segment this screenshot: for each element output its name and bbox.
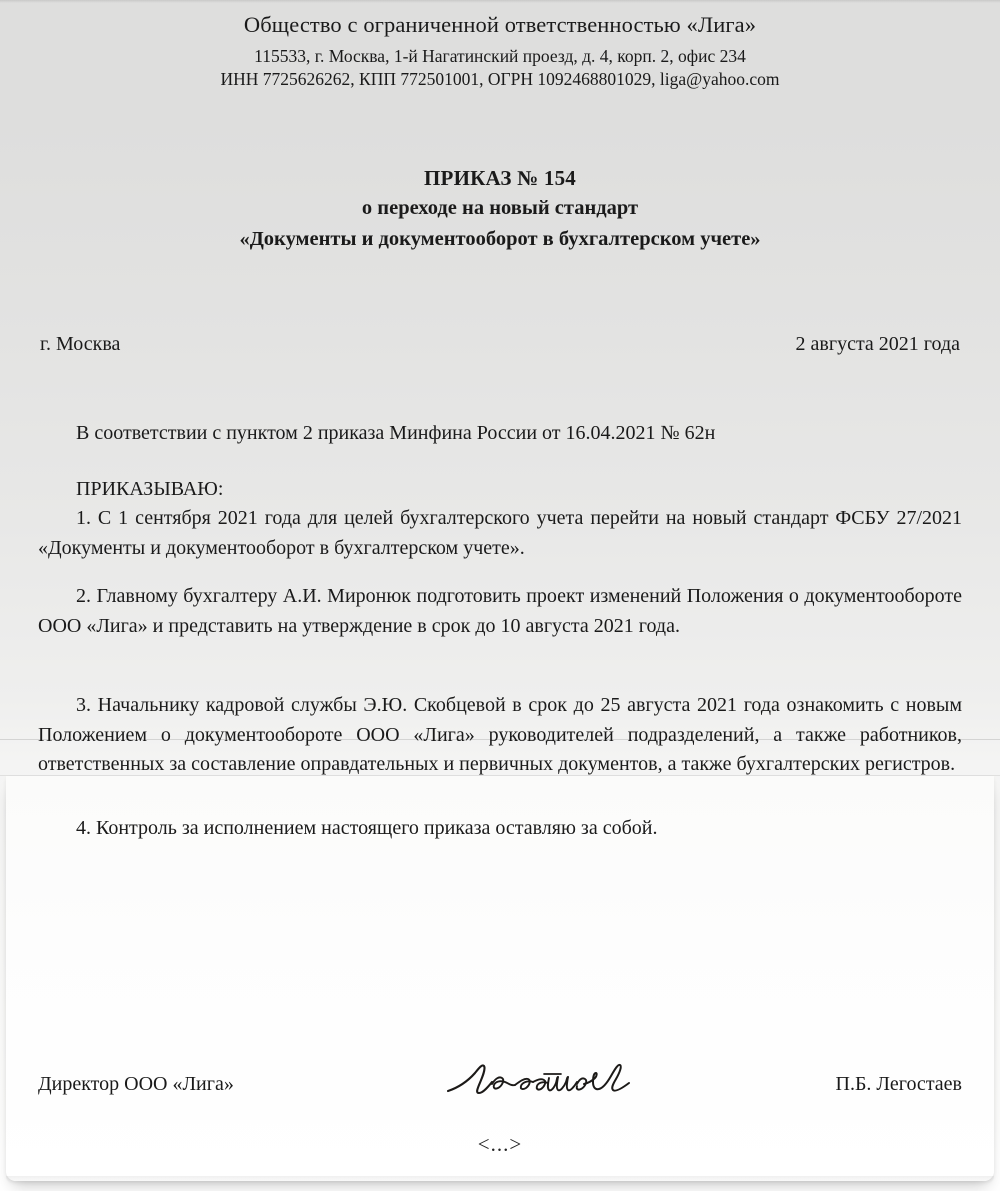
document-date: 2 августа 2021 года <box>795 333 960 355</box>
spacer <box>38 449 962 475</box>
spacer <box>38 780 962 814</box>
place-date-row <box>38 333 962 356</box>
letterhead <box>38 0 962 90</box>
continuation-mark: <...> <box>477 1132 523 1156</box>
signature-row <box>38 1058 962 1096</box>
organization-registration: ИНН 7725626262, КПП 772501001, ОГРН 1092468801029, liga@yahoo.com <box>220 68 780 89</box>
clause-1: 1. С 1 сентября 2021 года для целей бухгалтерского учета перейти на новый стандарт ФСБУ 27/2021 «Документы и документооборот в бухгалтерском учете». <box>38 507 962 559</box>
order-subtitle-line-2: «Документы и документооборот в бухгалтерском учете» <box>239 228 761 250</box>
spacer <box>38 563 962 582</box>
clause-2: 2. Главному бухгалтеру А.И. Миронюк подготовить проект изменений Положения о документообороте ООО «Лига» и представить на утверждение в срок до 10 августа 2021 года. <box>38 585 962 637</box>
organization-name: Общество с ограниченной ответственностью «Лига» <box>243 12 757 37</box>
spacer <box>38 641 962 691</box>
order-subtitle-line-1: о переходе на новый стандарт <box>361 197 639 219</box>
clause-4: 4. Контроль за исполнением настоящего приказа оставляю за собой. <box>76 816 658 839</box>
handwritten-signature-icon <box>445 1058 635 1104</box>
signatory-name: П.Б. Легостаев <box>835 1073 962 1095</box>
document-body <box>38 419 962 843</box>
organization-address: 115533, г. Москва, 1-й Нагатинский проезд, д. 4, корп. 2, офис 234 <box>254 46 746 66</box>
signatory-role: Директор ООО «Лига» <box>38 1073 234 1095</box>
document-place: г. Москва <box>40 333 121 355</box>
clause-3: 3. Начальнику кадровой службы Э.Ю. Скобцевой в срок до 25 августа 2021 года ознакомить с новым Положением о документообороте ООО «Лига» руководителей подразделений, а также работников, ответственных за составление оправдательных и первичных документов, а также бухгалтерских регистров. <box>38 694 962 775</box>
order-heading: ПРИКАЗ № 154 <box>424 166 576 190</box>
order-keyword: ПРИКАЗЫВАЮ: <box>76 477 224 500</box>
preamble-paragraph: В соответствии с пунктом 2 приказа Минфина России от 16.04.2021 № 62н <box>76 422 716 444</box>
title-block <box>38 163 962 255</box>
